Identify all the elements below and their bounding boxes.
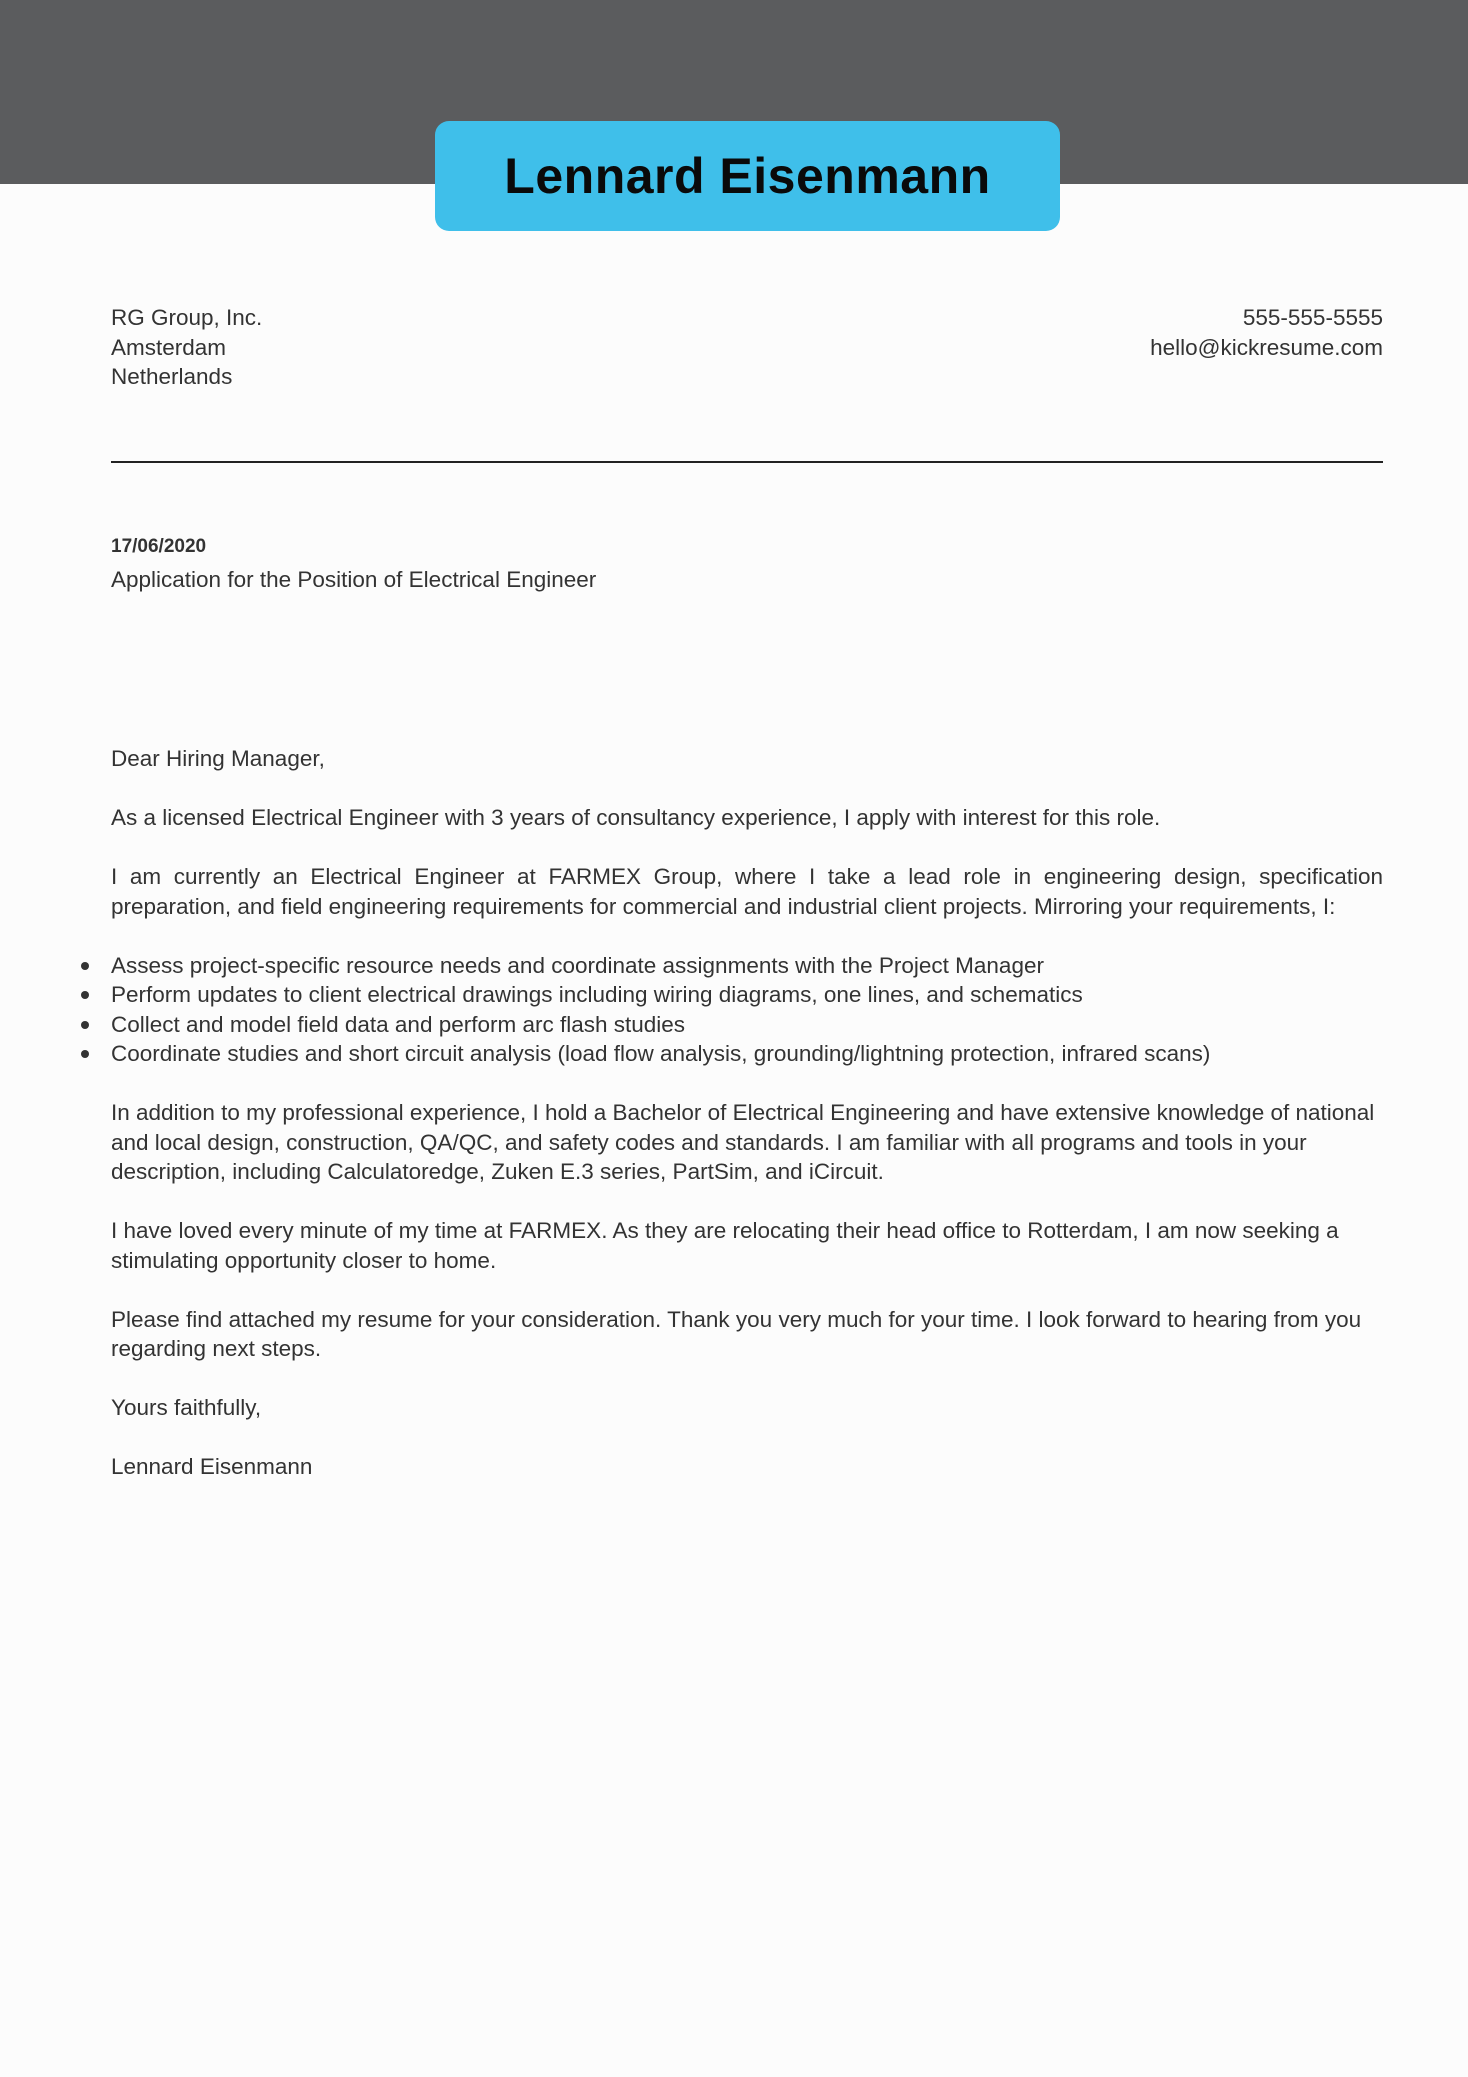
paragraph-5: Please find attached my resume for your consideration. Thank you very much for your time. I look forward to hearing from you regarding next steps. xyxy=(111,1306,1362,1361)
list-item: Assess project-specific resource needs and coordinate assignments with the Project Manager xyxy=(111,951,1383,981)
signature: Lennard Eisenmann xyxy=(111,1454,313,1479)
paragraph-3: In addition to my professional experience, I hold a Bachelor of Electrical Engineering and have extensive knowledge of national and local design, construction, QA/QC, and safety codes and standards. I am familiar with all programs and tools in your description, including Calculatoredge, Zuken E.3 series, PartSim, and iCircuit. xyxy=(111,1100,1375,1184)
recipient-city: Amsterdam xyxy=(111,334,227,360)
list-item: Perform updates to client electrical drawings including wiring diagrams, one lines, and schematics xyxy=(111,980,1383,1010)
phone: 555-555-5555 xyxy=(1242,305,1383,330)
paragraph-4: I have loved every minute of my time at FARMEX. As they are relocating their head office to Rotterdam, I am now seeking a stimulating opportunity closer to home. xyxy=(111,1218,1339,1273)
contact-info xyxy=(1150,303,1383,362)
bullet-list xyxy=(111,951,1383,1069)
recipient-company: RG Group, Inc. xyxy=(111,305,263,330)
letter-date: 17/06/2020 xyxy=(111,536,207,557)
closing: Yours faithfully, xyxy=(111,1395,262,1420)
applicant-name: Lennard Eisenmann xyxy=(504,148,991,204)
paragraph-2: I am currently an Electrical Engineer at FARMEX Group, where I take a lead role in engineering design, specification preparation, and field engineering requirements for commercial and industrial client projects. Mirroring your requirements, I: xyxy=(111,864,1383,919)
list-item: Coordinate studies and short circuit analysis (load flow analysis, grounding/lightning protection, infrared scans) xyxy=(111,1039,1383,1069)
list-item: Collect and model field data and perform arc flash studies xyxy=(111,1010,1383,1040)
name-banner xyxy=(435,121,1060,231)
email: hello@kickresume.com xyxy=(1150,334,1383,360)
recipient-country: Netherlands xyxy=(111,364,233,389)
letter-body xyxy=(111,744,1383,1511)
divider xyxy=(111,461,1383,463)
paragraph-1: As a licensed Electrical Engineer with 3 years of consultancy experience, I apply with interest for this role. xyxy=(111,805,1161,830)
recipient-address xyxy=(111,303,262,392)
letter-subject: Application for the Position of Electrical Engineer xyxy=(111,567,597,592)
greeting: Dear Hiring Manager, xyxy=(111,746,325,771)
